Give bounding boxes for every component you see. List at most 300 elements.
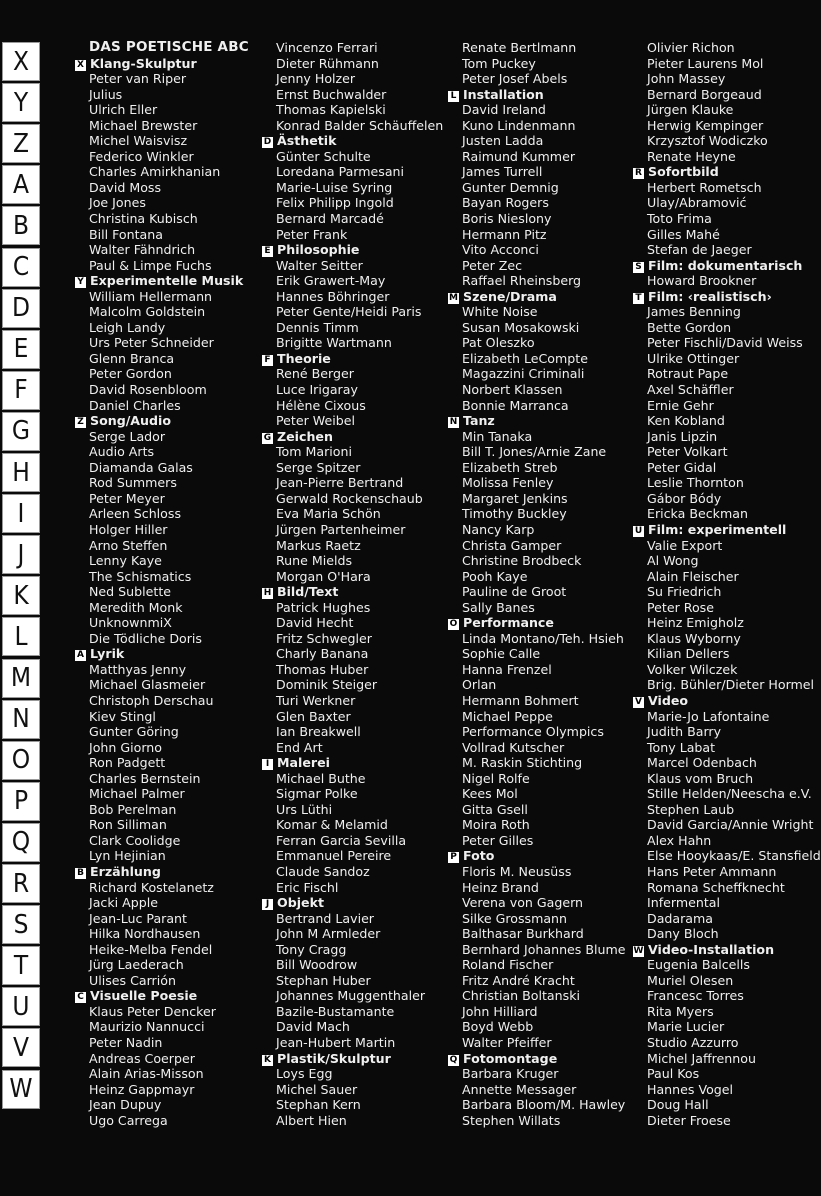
alphabet-tab-p: P bbox=[2, 782, 40, 821]
artist-entry bbox=[647, 615, 821, 631]
section-heading-text: Video-Installation bbox=[648, 941, 775, 957]
artist-entry bbox=[89, 304, 249, 320]
artist-name: Howard Brookner bbox=[647, 273, 757, 289]
artist-entry bbox=[89, 289, 249, 305]
section-heading-text: Film: experimentell bbox=[648, 521, 787, 537]
artist-entry bbox=[276, 413, 443, 429]
artist-name: Christoph Derschau bbox=[89, 692, 214, 708]
artist-entry bbox=[89, 180, 249, 196]
artist-entry bbox=[462, 460, 626, 476]
artist-entry bbox=[462, 1004, 626, 1020]
artist-entry bbox=[276, 988, 443, 1004]
artist-entry bbox=[276, 569, 443, 585]
section-heading bbox=[77, 55, 249, 72]
artist-name: John M Armleder bbox=[276, 926, 381, 942]
artist-name: Urs Lüthi bbox=[276, 801, 333, 817]
artist-name: Bill T. Jones/Arnie Zane bbox=[462, 444, 607, 460]
section-letter-badge: V bbox=[633, 697, 644, 708]
artist-entry bbox=[276, 911, 443, 927]
artist-entry bbox=[647, 118, 821, 134]
section-heading bbox=[264, 1050, 443, 1067]
artist-entry bbox=[276, 304, 443, 320]
section-heading-text: Klang-Skulptur bbox=[90, 55, 197, 71]
artist-entry bbox=[647, 631, 821, 647]
artist-entry bbox=[276, 848, 443, 864]
artist-entry bbox=[462, 755, 626, 771]
artist-name: Axel Schäffler bbox=[647, 382, 734, 398]
artist-entry bbox=[89, 382, 249, 398]
artist-entry bbox=[462, 646, 626, 662]
artist-name: John Giorno bbox=[89, 739, 162, 755]
artist-entry bbox=[276, 335, 443, 351]
artist-name: Glenn Branca bbox=[89, 350, 175, 366]
artist-entry bbox=[647, 973, 821, 989]
artist-name: UnknownmiX bbox=[89, 615, 172, 631]
artist-name: Heinz Emigholz bbox=[647, 615, 744, 631]
artist-entry bbox=[89, 802, 249, 818]
artist-entry bbox=[647, 273, 821, 289]
artist-entry bbox=[647, 444, 821, 460]
section-heading-text: Ästhetik bbox=[277, 133, 337, 149]
artist-entry bbox=[647, 817, 821, 833]
artist-entry bbox=[89, 366, 249, 382]
artist-entry bbox=[89, 880, 249, 896]
artist-entry bbox=[462, 227, 626, 243]
alphabet-tab-c: C bbox=[2, 248, 40, 287]
artist-name: Rune Mields bbox=[276, 553, 353, 569]
artist-name: Stephen Laub bbox=[647, 801, 735, 817]
artist-entry bbox=[647, 926, 821, 942]
artist-name: Hannes Vogel bbox=[647, 1081, 734, 1097]
section-letter-badge: S bbox=[633, 262, 644, 273]
column-2 bbox=[263, 40, 444, 1128]
artist-name: Bertrand Lavier bbox=[276, 910, 374, 926]
section-heading bbox=[449, 288, 626, 305]
artist-name: Dieter Rühmann bbox=[276, 55, 379, 71]
artist-entry bbox=[462, 195, 626, 211]
artist-name: Michel Jaffrennou bbox=[647, 1050, 756, 1066]
section-heading-text: Objekt bbox=[277, 895, 324, 911]
artist-name: Jürgen Klauke bbox=[647, 102, 734, 118]
artist-name: Arno Steffen bbox=[89, 537, 168, 553]
section-heading-text: Film: dokumentarisch bbox=[648, 257, 803, 273]
artist-entry bbox=[276, 40, 443, 56]
artist-name: Linda Montano/Teh. Hsieh bbox=[462, 630, 624, 646]
artist-entry bbox=[647, 133, 821, 149]
artist-name: Marcel Odenbach bbox=[647, 755, 757, 771]
artist-entry bbox=[647, 911, 821, 927]
alphabet-tab-m: M bbox=[2, 659, 40, 698]
artist-entry bbox=[647, 1019, 821, 1035]
artist-entry bbox=[276, 366, 443, 382]
artist-entry bbox=[647, 1004, 821, 1020]
artist-name: Serge Lador bbox=[89, 428, 166, 444]
artist-entry bbox=[647, 491, 821, 507]
section-letter-badge: D bbox=[263, 137, 272, 148]
artist-name: The Schismatics bbox=[89, 568, 192, 584]
artist-entry bbox=[276, 475, 443, 491]
artist-entry bbox=[647, 351, 821, 367]
section-heading bbox=[265, 895, 443, 911]
artist-entry bbox=[89, 538, 249, 554]
artist-name: David Moss bbox=[89, 179, 162, 195]
artist-entry bbox=[276, 273, 443, 289]
artist-name: Peter Volkart bbox=[647, 444, 728, 460]
artist-entry bbox=[647, 646, 821, 662]
artist-entry bbox=[647, 786, 821, 802]
artist-name: Michael Palmer bbox=[89, 786, 185, 802]
alphabet-tab-t: T bbox=[2, 946, 40, 985]
artist-name: Ron Silliman bbox=[89, 817, 167, 833]
artist-name: Kiev Stingl bbox=[89, 708, 156, 724]
artist-entry bbox=[276, 87, 443, 103]
artist-entry bbox=[89, 786, 249, 802]
artist-entry bbox=[647, 398, 821, 414]
section-letter-badge: Q bbox=[449, 1054, 458, 1065]
artist-entry bbox=[276, 724, 443, 740]
artist-entry bbox=[462, 475, 626, 491]
artist-entry bbox=[89, 164, 249, 180]
artist-entry bbox=[89, 118, 249, 134]
artist-entry bbox=[89, 149, 249, 165]
section-heading bbox=[264, 350, 443, 367]
artist-entry bbox=[276, 1004, 443, 1020]
artist-entry bbox=[647, 335, 821, 351]
artist-entry bbox=[89, 1035, 249, 1051]
artist-entry bbox=[647, 460, 821, 476]
artist-name: Boris Nieslony bbox=[462, 211, 552, 227]
artist-name: Arleen Schloss bbox=[89, 506, 181, 522]
artist-name: Valie Export bbox=[647, 537, 723, 553]
section-heading bbox=[449, 1050, 626, 1067]
artist-name: Dieter Froese bbox=[647, 1112, 731, 1128]
artist-name: Heinz Gappmayr bbox=[89, 1081, 195, 1097]
artist-entry bbox=[647, 242, 821, 258]
artist-entry bbox=[89, 1097, 249, 1113]
artist-entry bbox=[647, 320, 821, 336]
alphabet-tab-z: Z bbox=[2, 124, 40, 163]
artist-entry bbox=[89, 1113, 249, 1129]
artist-entry bbox=[276, 864, 443, 880]
artist-name: John Massey bbox=[647, 71, 726, 87]
alphabet-tab-r: R bbox=[2, 864, 40, 903]
artist-entry bbox=[647, 1066, 821, 1082]
artist-name: Vito Acconci bbox=[462, 242, 539, 258]
alphabet-tab-u: U bbox=[2, 987, 40, 1026]
section-heading-text: Tanz bbox=[463, 413, 495, 429]
artist-entry bbox=[89, 957, 249, 973]
artist-entry bbox=[462, 258, 626, 274]
artist-name: Alain Fleischer bbox=[647, 568, 739, 584]
section-letter-badge: G bbox=[263, 432, 272, 443]
artist-name: Infermental bbox=[647, 895, 720, 911]
artist-name: Herbert Rometsch bbox=[647, 179, 762, 195]
artist-entry bbox=[276, 444, 443, 460]
artist-name: Dennis Timm bbox=[276, 319, 359, 335]
section-letter-badge: R bbox=[633, 168, 644, 179]
artist-name: Judith Barry bbox=[647, 724, 722, 740]
artist-name: Timothy Buckley bbox=[462, 506, 567, 522]
artist-name: Walter Seitter bbox=[276, 257, 363, 273]
artist-entry bbox=[647, 755, 821, 771]
artist-name: Al Wong bbox=[647, 553, 699, 569]
artist-name: Justen Ladda bbox=[462, 133, 544, 149]
section-letter-badge: B bbox=[75, 868, 86, 879]
artist-name: Christina Kubisch bbox=[89, 211, 198, 227]
artist-name: Eva Maria Schön bbox=[276, 506, 381, 522]
artist-name: Annette Messager bbox=[462, 1081, 577, 1097]
artist-name: William Hellermann bbox=[89, 288, 213, 304]
artist-entry bbox=[89, 817, 249, 833]
section-heading bbox=[77, 863, 249, 880]
column-1 bbox=[77, 39, 249, 1128]
artist-entry bbox=[89, 973, 249, 989]
artist-name: Tom Marioni bbox=[276, 444, 352, 460]
artist-entry bbox=[276, 71, 443, 87]
section-heading bbox=[77, 988, 249, 1004]
artist-entry bbox=[276, 118, 443, 134]
section-letter-badge: I bbox=[262, 759, 273, 770]
artist-entry bbox=[89, 895, 249, 911]
artist-entry bbox=[276, 880, 443, 896]
alphabet-tab-j: J bbox=[2, 535, 40, 574]
artist-name: Christine Brodbeck bbox=[462, 553, 582, 569]
artist-entry bbox=[89, 662, 249, 678]
artist-entry bbox=[462, 164, 626, 180]
section-heading-text: Experimentelle Musik bbox=[90, 273, 244, 289]
section-heading bbox=[635, 164, 821, 180]
artist-entry bbox=[89, 911, 249, 927]
artist-name: Tom Puckey bbox=[462, 55, 536, 71]
artist-name: Ken Kobland bbox=[647, 413, 725, 429]
artist-entry bbox=[276, 553, 443, 569]
section-heading bbox=[635, 288, 821, 305]
artist-name: Kees Mol bbox=[462, 786, 518, 802]
artist-entry bbox=[89, 429, 249, 445]
artist-name: Luce Irigaray bbox=[276, 382, 358, 398]
artist-name: Rita Myers bbox=[647, 1003, 714, 1019]
artist-entry bbox=[89, 522, 249, 538]
artist-name: Bayan Rogers bbox=[462, 195, 549, 211]
column-4 bbox=[633, 40, 821, 1128]
alphabet-tab-q: Q bbox=[2, 823, 40, 862]
artist-name: Gábor Bódy bbox=[647, 490, 722, 506]
artist-name: Toto Frima bbox=[647, 211, 712, 227]
artist-name: Heike-Melba Fendel bbox=[89, 941, 213, 957]
artist-entry bbox=[89, 444, 249, 460]
artist-entry bbox=[647, 149, 821, 165]
artist-name: Michael Buthe bbox=[276, 770, 366, 786]
artist-entry bbox=[462, 382, 626, 398]
artist-name: Gunter Göring bbox=[89, 724, 179, 740]
artist-entry bbox=[276, 102, 443, 118]
artist-name: Olivier Richon bbox=[647, 40, 735, 55]
artist-entry bbox=[647, 880, 821, 896]
artist-name: Tony Cragg bbox=[276, 941, 347, 957]
artist-name: Ian Breakwell bbox=[276, 724, 361, 740]
section-heading-text: Video bbox=[648, 692, 689, 708]
section-heading-text: Foto bbox=[463, 848, 495, 864]
artist-name: Konrad Balder Schäuffelen bbox=[276, 117, 444, 133]
artist-name: Markus Raetz bbox=[276, 537, 361, 553]
section-letter-badge: N bbox=[449, 417, 458, 428]
artist-name: Dany Bloch bbox=[647, 926, 719, 942]
artist-name: Gunter Demnig bbox=[462, 179, 559, 195]
alphabet-tab-x: X bbox=[2, 42, 40, 81]
artist-entry bbox=[89, 569, 249, 585]
artist-entry bbox=[276, 522, 443, 538]
artist-entry bbox=[276, 677, 443, 693]
artist-entry bbox=[89, 87, 249, 103]
artist-name: Peter Frank bbox=[276, 226, 348, 242]
artist-name: Ulay/Abramović bbox=[647, 195, 747, 211]
section-heading-text: Installation bbox=[463, 86, 544, 102]
artist-name: Sophie Calle bbox=[462, 646, 541, 662]
artist-entry bbox=[647, 1035, 821, 1051]
artist-name: Francesc Torres bbox=[647, 988, 744, 1004]
artist-name: Julius bbox=[89, 86, 123, 102]
artist-entry bbox=[462, 149, 626, 165]
artist-entry bbox=[89, 227, 249, 243]
artist-name: Felix Philipp Ingold bbox=[276, 195, 394, 211]
artist-name: Claude Sandoz bbox=[276, 863, 370, 879]
section-heading bbox=[77, 646, 249, 662]
artist-name: Christa Gamper bbox=[462, 537, 562, 553]
section-heading-text: Lyrik bbox=[90, 646, 125, 662]
artist-entry bbox=[462, 1082, 626, 1098]
artist-name: Balthasar Burkhard bbox=[462, 926, 584, 942]
artist-entry bbox=[276, 786, 443, 802]
artist-entry bbox=[647, 988, 821, 1004]
artist-entry bbox=[462, 71, 626, 87]
artist-entry bbox=[462, 211, 626, 227]
artist-entry bbox=[276, 227, 443, 243]
section-heading-text: Visuelle Poesie bbox=[90, 988, 198, 1004]
artist-name: Walter Pfeiffer bbox=[462, 1035, 552, 1050]
artist-name: Ugo Carrega bbox=[89, 1112, 168, 1128]
artist-name: Diamanda Galas bbox=[89, 459, 193, 475]
artist-entry bbox=[276, 1066, 443, 1082]
artist-name: Heinz Brand bbox=[462, 879, 539, 895]
artist-name: David Mach bbox=[276, 1019, 350, 1035]
artist-entry bbox=[462, 444, 626, 460]
artist-entry bbox=[89, 1004, 249, 1020]
section-heading-text: Erzählung bbox=[90, 863, 161, 879]
artist-name: Serge Spitzer bbox=[276, 459, 361, 475]
artist-name: Elizabeth LeCompte bbox=[462, 350, 588, 366]
alphabet-tab-w: W bbox=[2, 1070, 40, 1109]
artist-entry bbox=[89, 258, 249, 274]
artist-entry bbox=[462, 1035, 626, 1051]
artist-name: Brigitte Wartmann bbox=[276, 335, 392, 351]
artist-name: Peter Fischli/David Weiss bbox=[647, 335, 803, 351]
artist-name: Günter Schulte bbox=[276, 148, 371, 164]
artist-name: David Ireland bbox=[462, 102, 546, 118]
artist-name: Nancy Karp bbox=[462, 521, 535, 537]
section-heading bbox=[264, 242, 443, 258]
artist-name: Peter Meyer bbox=[89, 490, 165, 506]
artist-entry bbox=[647, 957, 821, 973]
artist-name: Klaus Peter Dencker bbox=[89, 1003, 216, 1019]
artist-name: Jürg Laederach bbox=[89, 957, 184, 973]
alphabet-tab-s: S bbox=[2, 905, 40, 944]
artist-name: Muriel Olesen bbox=[647, 972, 734, 988]
artist-name: Floris M. Neusüss bbox=[462, 863, 572, 879]
artist-entry bbox=[462, 677, 626, 693]
artist-name: Malcolm Goldstein bbox=[89, 304, 206, 320]
artist-entry bbox=[276, 802, 443, 818]
artist-name: Susan Mosakowski bbox=[462, 319, 580, 335]
artist-name: Renate Bertlmann bbox=[462, 40, 577, 55]
artist-name: Hermann Bohmert bbox=[462, 692, 579, 708]
section-heading-text: Sofortbild bbox=[648, 164, 719, 180]
artist-name: Verena von Gagern bbox=[462, 895, 584, 911]
artist-entry bbox=[462, 1097, 626, 1113]
artist-name: Sally Banes bbox=[462, 599, 535, 615]
artist-name: James Benning bbox=[647, 304, 741, 320]
artist-name: Charles Bernstein bbox=[89, 770, 201, 786]
section-letter-badge: P bbox=[448, 852, 459, 863]
artist-entry bbox=[276, 506, 443, 522]
artist-entry bbox=[647, 1051, 821, 1067]
artist-name: Maurizio Nannucci bbox=[89, 1019, 205, 1035]
artist-entry bbox=[89, 693, 249, 709]
artist-entry bbox=[647, 366, 821, 382]
artist-entry bbox=[462, 942, 626, 958]
artist-name: Krzysztof Wodiczko bbox=[647, 133, 768, 149]
artist-name: Bob Perelman bbox=[89, 801, 177, 817]
artist-name: David Hecht bbox=[276, 615, 354, 631]
artist-entry bbox=[89, 1051, 249, 1067]
artist-name: Paul Kos bbox=[647, 1066, 700, 1082]
artist-name: Norbert Klassen bbox=[462, 382, 563, 398]
section-heading bbox=[634, 521, 821, 538]
section-letter-badge: Z bbox=[75, 417, 86, 428]
artist-entry bbox=[276, 615, 443, 631]
artist-name: Thomas Huber bbox=[276, 661, 369, 677]
artist-entry bbox=[462, 724, 626, 740]
artist-entry bbox=[462, 1066, 626, 1082]
artist-name: Lenny Kaye bbox=[89, 553, 162, 569]
artist-name: Peter Nadin bbox=[89, 1035, 163, 1050]
artist-entry bbox=[647, 600, 821, 616]
artist-entry bbox=[89, 195, 249, 211]
artist-entry bbox=[647, 677, 821, 693]
artist-name: Rod Summers bbox=[89, 475, 177, 491]
artist-name: Ned Sublette bbox=[89, 584, 172, 600]
section-heading bbox=[449, 413, 626, 429]
artist-name: Marie-Jo Lafontaine bbox=[647, 708, 770, 724]
artist-entry bbox=[89, 600, 249, 616]
artist-name: Romana Scheffknecht bbox=[647, 879, 785, 895]
artist-entry bbox=[462, 491, 626, 507]
artist-entry bbox=[647, 227, 821, 243]
artist-entry bbox=[89, 677, 249, 693]
artist-entry bbox=[89, 553, 249, 569]
artist-entry bbox=[276, 693, 443, 709]
artist-name: Michael Glasmeier bbox=[89, 677, 206, 693]
artist-entry bbox=[89, 351, 249, 367]
artist-name: Jean Dupuy bbox=[89, 1097, 162, 1113]
section-heading bbox=[635, 257, 821, 274]
artist-name: Loys Egg bbox=[276, 1066, 333, 1082]
artist-name: Audio Arts bbox=[89, 444, 155, 460]
artist-name: Marie-Luise Syring bbox=[276, 179, 393, 195]
artist-name: Jacki Apple bbox=[89, 895, 159, 911]
artist-name: Elizabeth Streb bbox=[462, 459, 558, 475]
artist-entry bbox=[647, 895, 821, 911]
section-letter-badge: U bbox=[634, 525, 643, 536]
